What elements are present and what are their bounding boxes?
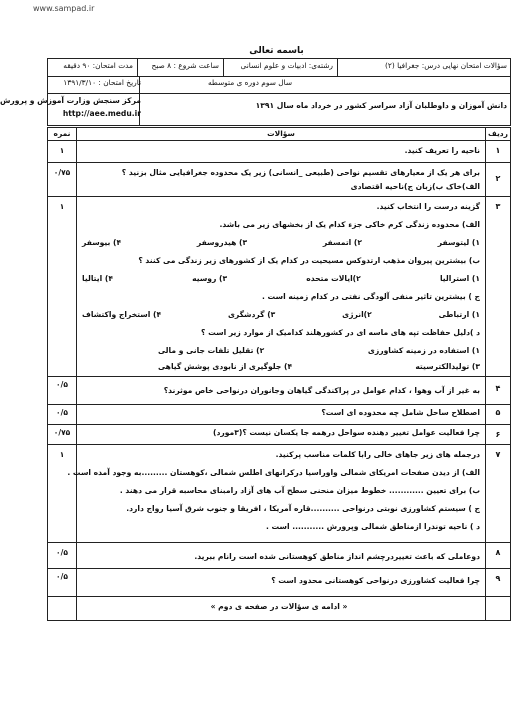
option: ۴) استخراج واکتشاف xyxy=(82,310,162,319)
start-time-cell: ساعت شروع : ۸ صبح xyxy=(151,61,219,70)
exam-date-cell: تاریخ امتحان : ۱۳۹۱/۳/۱۰ xyxy=(63,78,141,87)
question-text: برای هر یک از معیارهای تقسیم نواحی (طبیعی _انسانی) زیر یک محدوده جغرافیایی مثال بزنید ؟ xyxy=(121,168,480,177)
option: ۲) اتمسفر xyxy=(322,238,363,247)
continued-note: « ادامه ی سؤالات در صفحه ی دوم » xyxy=(210,602,348,611)
option: ۲)انرژی xyxy=(342,310,372,319)
audience-cell: دانش آموزان و داوطلبان آزاد سراسر کشور در خرداد ماه سال ۱۳۹۱ xyxy=(255,101,507,110)
options-row xyxy=(82,274,480,283)
question-number: ۴ xyxy=(495,384,501,393)
question-number: ۸ xyxy=(495,548,501,557)
options-row xyxy=(82,310,480,319)
question-text: ب) برای تعیین ............ خطوط میزان منحنی سطح آب های آزاد رامبنای محاسبه قرار می دهند . xyxy=(119,486,480,495)
question-text: الف) از دیدن صفحات امریکای شمالی واوراسیا درکرانهای اطلس شمالی ،کوهستان .........به وجود آمده است . xyxy=(67,468,480,477)
question-number: ۹ xyxy=(495,574,501,583)
question-score: ۱ xyxy=(59,202,65,211)
option: ۴) جلوگیری از نابودی پوشش گیاهی xyxy=(158,362,293,371)
question-text: د )دلیل حفاظت تپه های ماسه ای در کشورهلند کدامیک از موارد زیر است ؟ xyxy=(201,328,480,337)
question-text: درجمله های زیر جاهای خالی رابا کلمات مناسب پرکنید. xyxy=(275,450,480,459)
question-score: ۰/۷۵ xyxy=(53,428,71,437)
header-row-3 xyxy=(0,93,510,125)
header-row-2 xyxy=(48,76,510,94)
question-score: ۰/۵ xyxy=(56,380,68,389)
question-number: ۵ xyxy=(495,408,501,417)
option: ۱) لیتوسفر xyxy=(437,238,480,247)
option: ۲)ایالات متحده xyxy=(306,274,361,283)
option: ۳) تولیدالکترسیته xyxy=(415,362,480,371)
row-header: ردیف xyxy=(488,129,508,138)
grade-cell: سال سوم دوره ی متوسطه xyxy=(207,78,293,87)
question-text: الف)خاک ب)زبان ج)ناحیه اقتصادی xyxy=(350,182,480,191)
question-number: ۱ xyxy=(495,146,501,155)
option: ۱) ارتباطی xyxy=(438,310,480,319)
question-text: به غیر از آب وهوا ، کدام عوامل در پراکندگی گیاهان وجانوران درنواحی خاص موثرند؟ xyxy=(163,386,480,395)
option: ۳) روسیه xyxy=(192,274,228,283)
question-text: الف) محدوده زندگی کرم خاکی جزء کدام یک از بخشهای زیر می باشد. xyxy=(219,220,480,229)
option: ۱) استفاده در زمینه کشاورزی xyxy=(367,346,480,355)
question-score: ۰/۷۵ xyxy=(53,168,71,177)
question-text: چرا فعالیت عوامل تغییر دهنده سواحل درهمه جا یکسان نیست ؟(۳مورد) xyxy=(213,428,480,437)
question-text: ج ) بیشترین تاثیر منفی آلودگی نفتی در کدام زمینه است . xyxy=(262,292,480,301)
question-text: دوعاملی که باعث تغییردرچشم انداز مناطق کوهستانی شده است رانام ببرید. xyxy=(194,552,480,561)
score-header: نمره xyxy=(53,129,71,138)
field-cell: رشته‌ی: ادبیات و علوم انسانی xyxy=(240,61,333,70)
question-text: د ) ناحیه توندرا ازمناطق شمالی وپرورش ........... است . xyxy=(265,522,480,531)
question-score: ۰/۵ xyxy=(56,572,68,581)
exam-header-box xyxy=(0,58,511,126)
question-number: ۲ xyxy=(495,174,501,183)
question-text: اصطلاح ساحل شامل چه محدوده ای است؟ xyxy=(321,408,480,417)
question-score: ۰/۵ xyxy=(56,408,68,417)
options-row xyxy=(158,346,480,355)
question-score: ۱ xyxy=(59,146,65,155)
options-row xyxy=(158,362,480,371)
question-text: ب) بیشترین پیروان مذهب ارتدوکس مسیحیت در کدام یک از کشورهای زیر زندگی می کنند ؟ xyxy=(138,256,480,265)
question-text: ج ) سیستم کشاورزی نوبتی درنواحی ..........قاره آمریکا ، افریقا و جنوب شرق آسیا رواج دارد. xyxy=(126,504,480,513)
duration-cell: مدت امتحان: ۹۰ دقیقه xyxy=(63,61,133,70)
options-row xyxy=(82,238,480,247)
option: ۱) استرالیا xyxy=(439,274,480,283)
option: ۴) بیوسفر xyxy=(82,238,122,247)
center-cell: مرکز سنجش وزارت آموزش و پرورش xyxy=(0,96,141,105)
question-score: ۱ xyxy=(59,450,65,459)
question-number: ۷ xyxy=(495,450,501,459)
subject-cell: سؤالات امتحان نهایی درس: جغرافیا (۲) xyxy=(384,61,507,70)
questions-table xyxy=(47,127,511,621)
questions-header: سؤالات xyxy=(267,129,295,138)
option: ۳) هیدروسفر xyxy=(196,238,248,247)
question-text: چرا فعالیت کشاورزی درنواحی کوهستانی محدود است ؟ xyxy=(271,576,480,585)
option: ۳) گردشگری xyxy=(227,310,276,319)
question-number: ۶ xyxy=(495,430,501,439)
question-number: ۳ xyxy=(495,202,501,211)
option: ۲) تقلیل تلفات جانی و مالی xyxy=(158,346,265,355)
option: ۴) ایتالیا xyxy=(82,274,113,283)
question-text: گزینه درست را انتخاب کنید. xyxy=(376,202,480,211)
header-row-1 xyxy=(48,59,510,77)
site-url: www.sampad.ir xyxy=(33,4,95,13)
question-score: ۰/۵ xyxy=(56,548,68,557)
website-cell: http://aee.medu.ir xyxy=(62,109,141,118)
question-text: ناحیه را تعریف کنید. xyxy=(404,146,480,155)
bismillah-heading: باسمه تعالی xyxy=(249,46,304,56)
score-column-divider xyxy=(76,128,77,620)
